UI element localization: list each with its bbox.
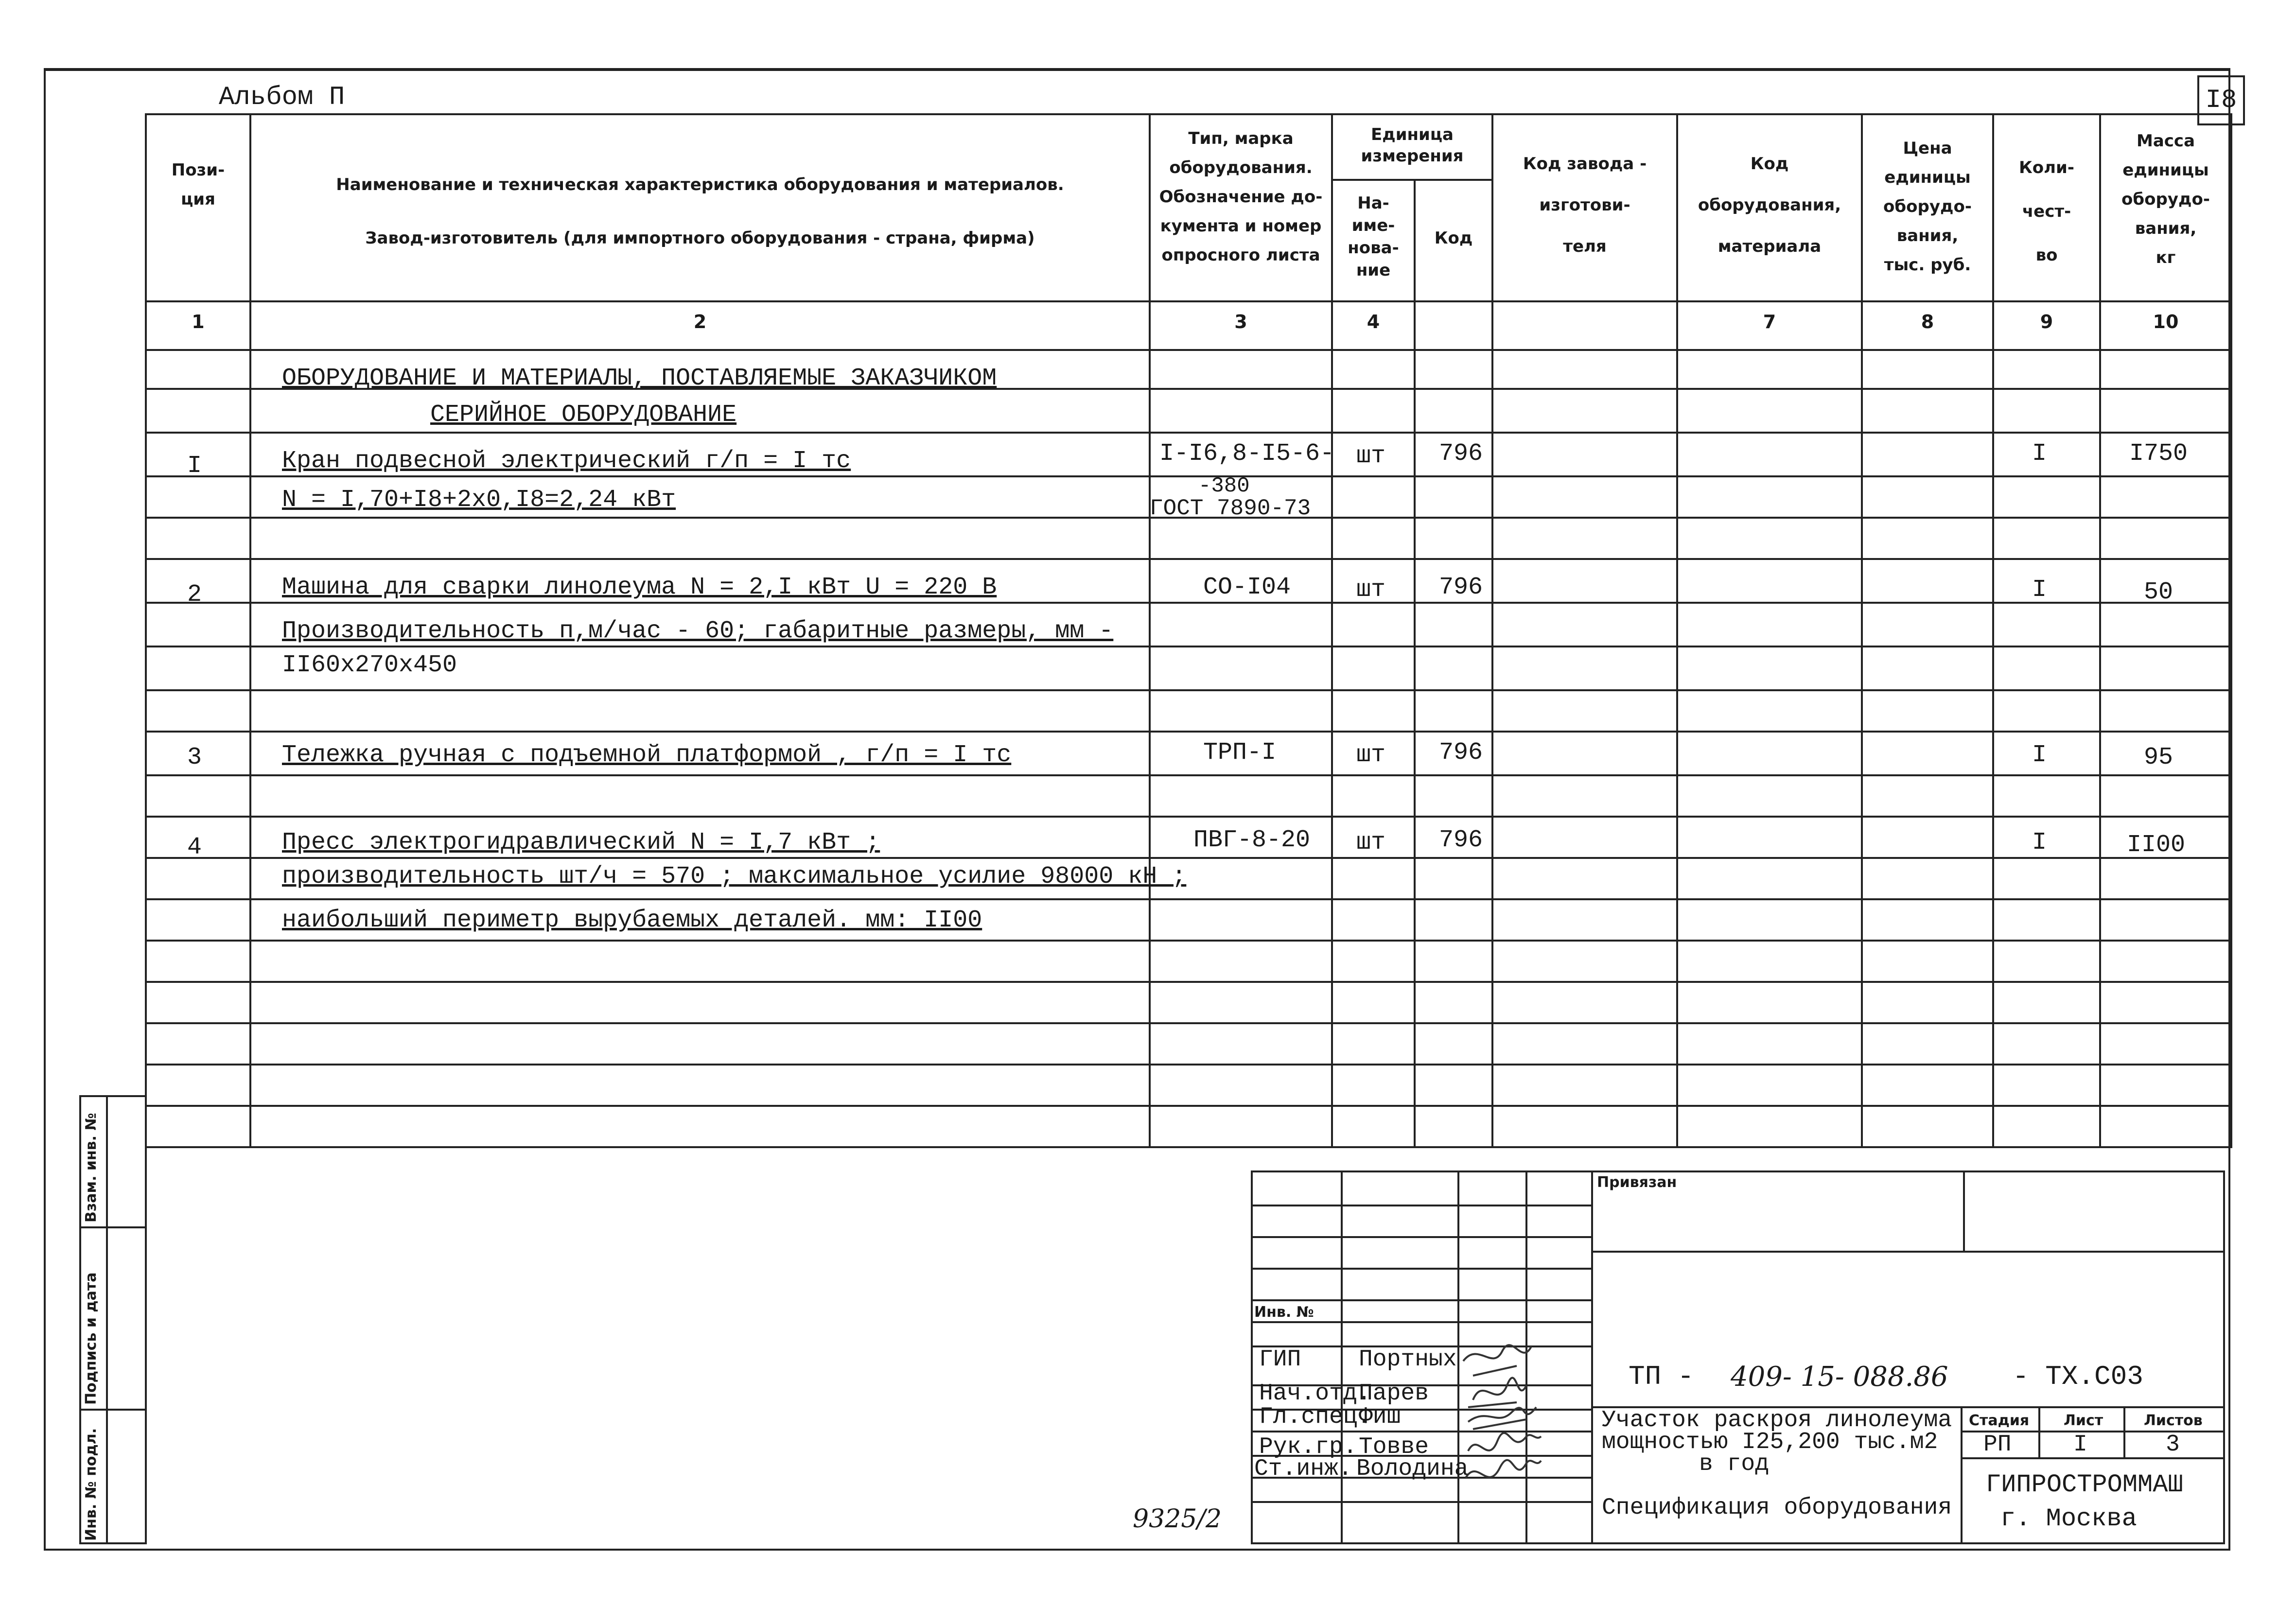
- org-city: г. Москва: [2000, 1504, 2137, 1533]
- doc-code-suffix: - ТХ.С03: [2013, 1361, 2143, 1392]
- row2-name2: Производительность п,м/час - 60; габаритные размеры, мм -: [282, 617, 1114, 645]
- row1-code: 796: [1439, 440, 1483, 468]
- doc-code: 409- 15- 088.86: [1731, 1361, 1948, 1393]
- header-mass: Масса единицы оборудо- вания, кг: [2121, 131, 2210, 267]
- title-line-4: Спецификация оборудования: [1602, 1495, 1952, 1521]
- side-label-vzam: Взам. инв. №: [83, 1113, 100, 1223]
- title-line-1: Участок раскроя линолеума: [1602, 1407, 1952, 1433]
- side-label-inv: Инв. № подл.: [83, 1428, 100, 1541]
- row4-pos: 4: [187, 834, 202, 861]
- archive-number: 9325/2: [1133, 1504, 1222, 1534]
- row3-type: ТРП-I: [1203, 739, 1277, 767]
- org-name: ГИПРОСТРОММАШ: [1986, 1470, 2183, 1499]
- title-line-2: мощностью I25,200 тыс.м2: [1602, 1429, 1938, 1455]
- section-title-2: СЕРИЙНОЕ ОБОРУДОВАНИЕ: [430, 401, 737, 429]
- stamp-role-4: Рук.гр.: [1259, 1434, 1357, 1460]
- stage-value: РП: [1983, 1432, 2012, 1458]
- row2-name3: II60х270х450: [282, 651, 457, 679]
- header-code: Код оборудования, материала: [1698, 154, 1841, 256]
- stamp-name-2: Парев: [1359, 1380, 1429, 1407]
- row4-qty: I: [2032, 829, 2047, 856]
- stamp-inv: Инв. №: [1254, 1304, 1314, 1321]
- col-num-7: 7: [1763, 311, 1776, 332]
- row2-type: СО-I04: [1203, 574, 1291, 601]
- row1-mass: I750: [2129, 440, 2188, 468]
- row3-name: Тележка ручная с подъемной платформой , г/п = I тс: [282, 741, 1012, 769]
- stamp-role-5: Ст.инж.: [1254, 1456, 1352, 1482]
- row2-unit: шт: [1356, 576, 1386, 604]
- col-num-8: 8: [1921, 311, 1934, 332]
- row4-type: ПВГ-8-20: [1193, 826, 1311, 854]
- row1-pos: I: [187, 452, 202, 480]
- col-num-3: 3: [1234, 311, 1247, 332]
- col-num-4: 4: [1367, 311, 1380, 332]
- stamp-role-3: Гл.спец.: [1259, 1404, 1371, 1430]
- sheet-number: I8: [2197, 75, 2245, 125]
- row2-qty: I: [2032, 576, 2047, 604]
- row1-qty: I: [2032, 440, 2047, 468]
- row1-type3: ГОСТ 7890-73: [1150, 496, 1311, 521]
- header-unit-code: Код: [1434, 228, 1473, 248]
- sheets-label: Листов: [2144, 1412, 2203, 1429]
- row3-mass: 95: [2144, 744, 2173, 771]
- col-num-2: 2: [693, 311, 707, 332]
- sheet-value: I: [2073, 1432, 2087, 1458]
- row4-mass: II00: [2127, 831, 2186, 859]
- row2-code: 796: [1439, 574, 1483, 601]
- row1-type2: -380: [1198, 474, 1250, 498]
- header-factory: Код завода - изготови- теля: [1523, 154, 1647, 256]
- col-num-9: 9: [2040, 311, 2053, 332]
- header-price: Цена единицы оборудо- вания, тыс. руб.: [1883, 139, 1972, 275]
- row2-mass: 50: [2144, 578, 2173, 606]
- stamp-name-5: Володина: [1356, 1456, 1469, 1482]
- header-unit: Единица измерения: [1361, 125, 1464, 166]
- header-name: Наименование и техническая характеристика оборудования и материалов. Завод-изготовитель (для импортного оборудования - страна, фирма): [336, 175, 1064, 248]
- row4-name: Пресс электрогидравлический N = I,7 кВт ;: [282, 829, 880, 856]
- row4-unit: шт: [1356, 829, 1386, 856]
- header-type: Тип, марка оборудования. Обозначение до- кумента и номер опросного листа: [1159, 129, 1323, 265]
- stamp-role-1: ГИП: [1259, 1346, 1301, 1373]
- header-qty: Коли- чест- во: [2019, 158, 2074, 265]
- signatures: [1463, 1345, 1541, 1478]
- row4-name3: наибольший периметр вырубаемых деталей. мм: II00: [282, 907, 982, 934]
- col-num-1: 1: [192, 311, 205, 332]
- header-unit-name: На- име- нова- ние: [1348, 193, 1399, 280]
- row2-name: Машина для сварки линолеума N = 2,I кВт U = 220 В: [282, 574, 997, 601]
- row3-qty: I: [2032, 741, 2047, 769]
- section-title-1: ОБОРУДОВАНИЕ И МАТЕРИАЛЫ, ПОСТАВЛЯЕМЫЕ ЗАКАЗЧИКОМ: [282, 365, 997, 392]
- row1-name: Кран подвесной электрический г/п = I тс: [282, 447, 851, 475]
- stage-label: Стадия: [1969, 1412, 2030, 1429]
- album-label: Альбом П: [219, 83, 345, 112]
- row1-unit: шт: [1356, 442, 1386, 470]
- stamp-name-1: Портных: [1359, 1346, 1457, 1373]
- sheet-label: Лист: [2064, 1412, 2103, 1429]
- col-num-10: 10: [2153, 311, 2179, 332]
- row4-code: 796: [1439, 826, 1483, 854]
- row3-pos: 3: [187, 744, 202, 771]
- header-pos: Пози- ция: [171, 160, 225, 209]
- row4-name2: производительность шт/ч = 570 ; максимальное усилие 98000 кН ;: [282, 863, 1187, 891]
- stamp-name-3: Фиш: [1359, 1404, 1401, 1430]
- sheets-value: 3: [2166, 1432, 2180, 1458]
- stamp-role-2: Нач.отд.: [1259, 1380, 1371, 1407]
- row2-pos: 2: [187, 581, 202, 609]
- stamp-name-4: Товве: [1359, 1434, 1429, 1460]
- row3-code: 796: [1439, 739, 1483, 767]
- doc-code-prefix: ТП -: [1629, 1361, 1694, 1392]
- row1-name2: N = I,70+I8+2х0,I8=2,24 кВт: [282, 486, 676, 514]
- row3-unit: шт: [1356, 741, 1386, 769]
- row1-type: I-I6,8-I5-6-: [1159, 440, 1335, 468]
- title-line-3: в год: [1699, 1451, 1770, 1477]
- stamp-privyazan: Привязан: [1597, 1174, 1677, 1191]
- side-label-sign: Подпись и дата: [83, 1272, 100, 1405]
